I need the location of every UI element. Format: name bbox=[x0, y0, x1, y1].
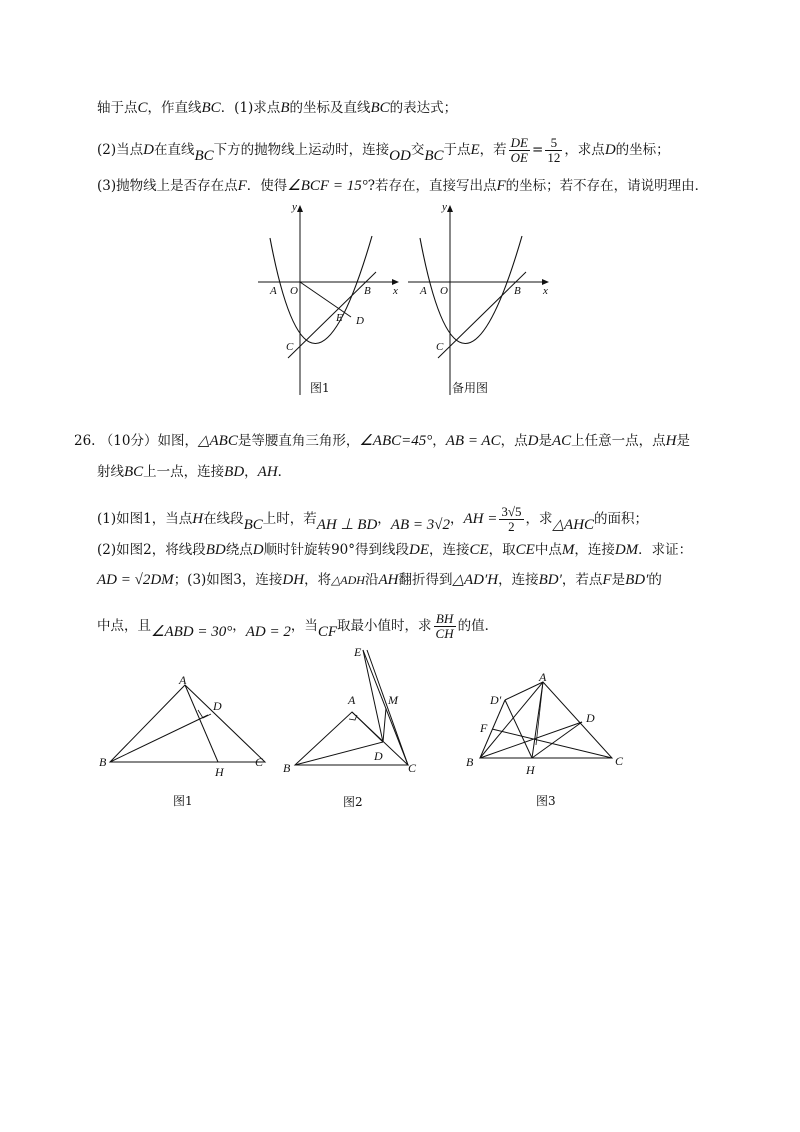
segment-adp bbox=[505, 682, 543, 700]
segment-bd bbox=[110, 715, 208, 762]
segment-bd bbox=[295, 742, 383, 765]
fraction-ah: $\frac{3√5}{2}$ bbox=[501, 504, 522, 534]
q26-line-2: 射线BC上一点，连接BD，AH． bbox=[97, 464, 292, 480]
parabola bbox=[270, 236, 372, 344]
label-d-prime: D′ bbox=[490, 693, 502, 707]
q26-figure-3 bbox=[460, 670, 640, 810]
label-m: M bbox=[388, 693, 398, 707]
label-d: D bbox=[586, 711, 595, 725]
label-y: y bbox=[442, 201, 447, 213]
q25-line-2: (2)当点D在直线BC下方的抛物线上运动时，连接OD交BC于点E，若 $\frac{DE}{OE}$ = $\frac{5}{12}$ ，求点D的坐标； bbox=[97, 135, 670, 165]
q26-figure-2 bbox=[280, 640, 430, 810]
caption-fig1: 图1 bbox=[173, 794, 193, 808]
q26-part-3: 中点，且∠ABD = 30°，AD = 2，当CF取最小值时，求 $\frac{BH}{CH}$ 的值． bbox=[97, 611, 499, 641]
label-y: y bbox=[292, 201, 297, 213]
line-bc bbox=[438, 272, 526, 358]
q26-part-1: (1)如图1，当点H在线段BC上时，若AH ⊥ BD，AB = 3√2，AH = $\frac{3√5}{2}$ ，求△AHC的面积； bbox=[97, 504, 649, 534]
label-b: B bbox=[283, 761, 291, 775]
y-axis-arrow bbox=[297, 205, 303, 212]
label-c: C bbox=[408, 761, 417, 775]
y-axis-arrow bbox=[447, 205, 453, 212]
label-d: D bbox=[374, 749, 383, 763]
q26-figure-1 bbox=[95, 670, 275, 810]
label-c: C bbox=[436, 341, 444, 353]
triangle-abc bbox=[295, 712, 408, 765]
q26-line-1: 26. （10分）如图，△ABC是等腰直角三角形，∠ABC=45°，AB = AC，点D是AC上任意一点，点H是 bbox=[74, 433, 690, 449]
label-a: A bbox=[348, 693, 356, 707]
label-e: E bbox=[336, 312, 343, 324]
q25-line-1: 轴于点C，作直线BC．(1)求点B的坐标及直线BC的表达式； bbox=[97, 100, 458, 116]
q25-figure-backup bbox=[400, 200, 550, 400]
segment-dm bbox=[383, 708, 386, 742]
label-e: E bbox=[354, 645, 362, 659]
label-d: D bbox=[213, 699, 222, 713]
label-a: A bbox=[420, 285, 427, 297]
parabola bbox=[420, 236, 522, 344]
label-c: C bbox=[255, 755, 264, 769]
segment-ce bbox=[363, 650, 408, 765]
fraction-5-12: $\frac{5}{12}$ bbox=[547, 135, 561, 165]
caption-fig1: 图1 bbox=[310, 381, 330, 395]
label-b: B bbox=[99, 755, 107, 769]
label-a: A bbox=[179, 673, 187, 687]
label-x: x bbox=[543, 285, 548, 297]
label-o: O bbox=[440, 285, 448, 297]
fraction-bh-ch: $\frac{BH}{CH}$ bbox=[435, 611, 454, 641]
label-h: H bbox=[215, 765, 224, 779]
q26-part-2b: AD = √2DM；(3)如图3，连接DH，将△ADH沿AH翻折得到△AD′H，连接BD′，若点F是BD′的 bbox=[97, 572, 662, 588]
label-f: F bbox=[480, 721, 488, 735]
line-od bbox=[300, 282, 351, 317]
segment-ce-2 bbox=[367, 650, 408, 765]
label-a: A bbox=[539, 670, 547, 684]
q25-figure-1 bbox=[250, 200, 400, 400]
label-b: B bbox=[466, 755, 474, 769]
label-b: B bbox=[514, 285, 521, 297]
caption-fig3: 图3 bbox=[536, 794, 556, 808]
caption-fig2: 图2 bbox=[343, 795, 363, 809]
caption-backup: 备用图 bbox=[452, 381, 489, 395]
segment-cf bbox=[492, 729, 612, 758]
label-h: H bbox=[526, 763, 535, 777]
label-x: x bbox=[393, 285, 398, 297]
label-a: A bbox=[270, 285, 277, 297]
label-o: O bbox=[290, 285, 298, 297]
q26-part-2: (2)如图2，将线段BD绕点D顺时针旋转90°得到线段DE，连接CE，取CE中点M，连接DM．求证： bbox=[97, 542, 693, 558]
segment-aux bbox=[536, 682, 543, 745]
label-c: C bbox=[615, 754, 624, 768]
fraction-de-oe: $\frac{DE}{OE}$ bbox=[510, 135, 528, 165]
q25-line-3: (3)抛物线上是否存在点F．使得∠BCF = 15°?若存在，直接写出点F的坐标；若不存在，请说明理由． bbox=[97, 178, 709, 194]
label-b: B bbox=[364, 285, 371, 297]
segment-dph bbox=[505, 700, 532, 758]
segment-de bbox=[363, 650, 383, 742]
label-d: D bbox=[356, 315, 364, 327]
label-c: C bbox=[286, 341, 294, 353]
